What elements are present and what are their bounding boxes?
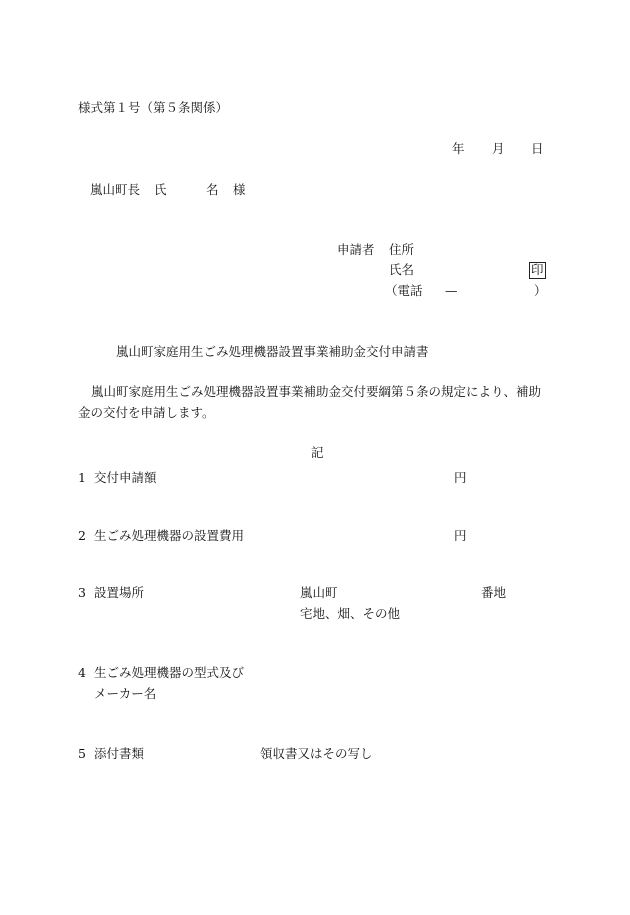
date-year-label: 年: [452, 141, 465, 156]
date-month-label: 月: [492, 141, 505, 156]
item-3-label: 設置場所: [94, 585, 145, 600]
item-3-town: 嵐山町: [300, 585, 338, 600]
addressee-sama: 様: [233, 182, 246, 197]
addressee-title: 嵐山町長: [90, 182, 141, 197]
item-4-label-line2: メーカー名: [94, 686, 157, 701]
item-3-number: 3: [78, 585, 86, 600]
item-4-label-line1: 生ごみ処理機器の型式及び: [94, 665, 245, 680]
seal-mark: 印: [531, 262, 544, 277]
item-3-banchi: 番地: [481, 585, 507, 600]
phone-close: ）: [534, 283, 547, 298]
body-paragraph: 嵐山町家庭用生ごみ処理機器設置事業補助金交付要綱第５条の規定により、補助金の交付を申請します。: [78, 384, 542, 420]
applicant-label: 申請者: [337, 242, 375, 257]
phone-open: （電話: [385, 283, 423, 298]
item-4-number: 4: [78, 665, 86, 680]
date-day-label: 日: [531, 141, 544, 156]
phone-dash: —: [445, 283, 458, 298]
name-label: 氏名: [389, 262, 415, 277]
item-5-value: 領収書又はその写し: [260, 746, 373, 761]
item-1-number: 1: [78, 470, 86, 485]
ki-label: 記: [311, 445, 324, 460]
item-3-land-type: 宅地、畑、その他: [300, 606, 401, 621]
item-5-label: 添付書類: [94, 746, 145, 761]
item-2-number: 2: [78, 528, 86, 543]
addressee-mei: 名: [206, 182, 219, 197]
address-label: 住所: [389, 242, 415, 257]
document-title: 嵐山町家庭用生ごみ処理機器設置事業補助金交付申請書: [116, 344, 429, 359]
item-2-unit: 円: [454, 528, 467, 543]
item-5-number: 5: [78, 746, 86, 761]
item-1-unit: 円: [454, 470, 467, 485]
item-2-label: 生ごみ処理機器の設置費用: [94, 528, 245, 543]
item-1-label: 交付申請額: [94, 470, 157, 485]
form-number: 様式第１号（第５条関係）: [78, 100, 229, 115]
addressee-shi: 氏: [154, 182, 167, 197]
